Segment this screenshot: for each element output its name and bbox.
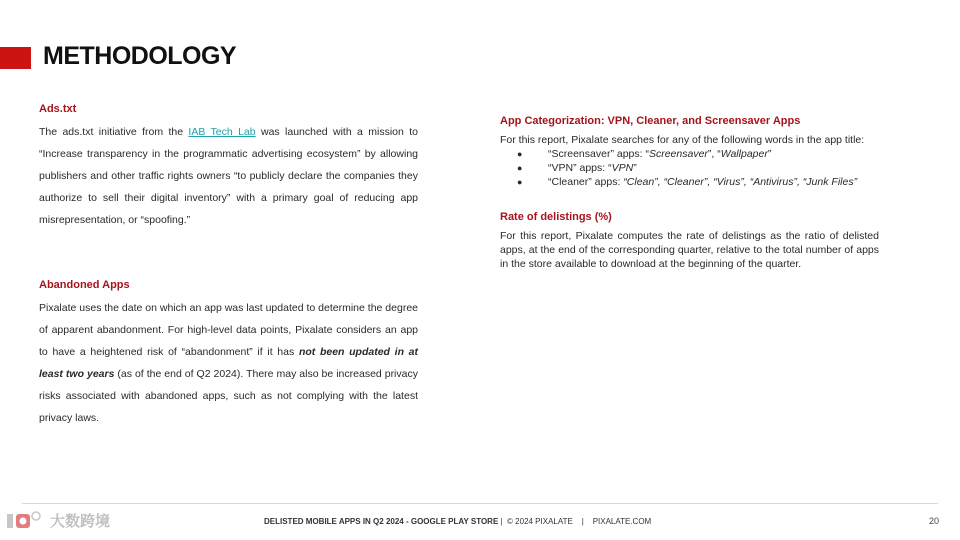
list-item-vpn xyxy=(500,161,879,175)
abandoned-text-start: Pixalate uses the date on which an app was last updated to determine the degree of apparent abandonment. For high-level data points, Pixalate considers an app to have a heightened risk of “abandonment” if it has xyxy=(39,302,418,358)
footer xyxy=(264,517,651,526)
list-item-screensaver xyxy=(500,147,879,161)
list-item-cleaner xyxy=(500,175,879,189)
footer-separator: | xyxy=(581,517,584,526)
abandoned-text-end: (as of the end of Q2 2024). There may also be increased privacy risks associated with abandoned apps, such as not complying with the latest privacy laws. xyxy=(39,368,418,424)
bullet-suffix: ” xyxy=(633,162,637,174)
watermark-logo-icon xyxy=(6,511,46,531)
delistings-heading: Rate of delistings (%) xyxy=(500,211,612,223)
section-spacer xyxy=(500,189,879,211)
bullet-icon: ● xyxy=(517,149,523,159)
watermark xyxy=(6,510,110,531)
left-column xyxy=(39,103,418,429)
delistings-paragraph: For this report, Pixalate computes the rate of delistings as the ratio of delisted apps, at the end of the corresponding quarter, relative to the total number of apps in the store available to download at the beginning of the quarter. xyxy=(500,230,879,270)
categorization-intro: For this report, Pixalate searches for any of the following words in the app title: xyxy=(500,134,865,146)
footer-site-link[interactable]: PIXALATE.COM xyxy=(592,517,652,526)
categorization-heading: App Categorization: VPN, Cleaner, and Screensaver Apps xyxy=(500,115,801,127)
footer-divider xyxy=(22,503,938,504)
section-spacer xyxy=(39,231,418,279)
abandoned-apps-heading: Abandoned Apps xyxy=(39,279,130,291)
adstxt-paragraph xyxy=(39,121,418,231)
footer-copyright: © 2024 PIXALATE xyxy=(507,517,573,526)
adstxt-text-start: The ads.txt initiative from the xyxy=(39,126,189,138)
bullet-icon: ● xyxy=(517,163,523,173)
right-column xyxy=(500,115,879,271)
bullet-middle: ”, “ xyxy=(707,148,721,160)
delistings-section xyxy=(500,211,879,271)
bullet-prefix: “Screensaver” apps: “ xyxy=(548,148,649,160)
abandoned-apps-paragraph xyxy=(39,297,418,429)
watermark-text: 大数跨境 xyxy=(50,512,111,530)
bullet-keywords: “Clean”, “Cleaner”, “Virus”, “Antivirus”, “Junk Files” xyxy=(623,176,858,188)
footer-report-name: DELISTED MOBILE APPS IN Q2 2024 - GOOGLE PLAY STORE xyxy=(264,517,499,526)
adstxt-text-end: was launched with a mission to “Increase transparency in the programmatic advertising ecosystem” by allowing publishers and other traffic rights owners “to publicly declare the companies they authorize to sell their digital inventory” with a primary goal of reducing app misrepresentation, or “spoofing.” xyxy=(39,126,418,226)
bullet-keywords: Screensaver xyxy=(648,148,708,160)
bullet-prefix: “Cleaner” apps: xyxy=(548,176,624,188)
bullet-icon: ● xyxy=(517,177,523,187)
categorization-section xyxy=(500,115,879,189)
page-title: METHODOLOGY xyxy=(43,42,237,70)
page-number: 20 xyxy=(928,516,939,526)
adstxt-heading: Ads.txt xyxy=(39,103,77,115)
bullet-prefix: “VPN” apps: “ xyxy=(548,162,612,174)
title-accent-bar xyxy=(0,47,31,69)
abandoned-apps-section xyxy=(39,279,418,429)
bullet-suffix: ” xyxy=(767,148,772,160)
abandoned-emphasis: not been updated in at least two years xyxy=(39,346,419,380)
adstxt-section xyxy=(39,103,418,231)
bullet-keywords-2: Wallpaper xyxy=(720,148,768,160)
footer-separator: | xyxy=(500,517,503,526)
keyword-list xyxy=(500,147,879,189)
bullet-keywords: VPN xyxy=(611,162,634,174)
iab-tech-lab-link[interactable]: IAB Tech Lab xyxy=(188,126,256,138)
